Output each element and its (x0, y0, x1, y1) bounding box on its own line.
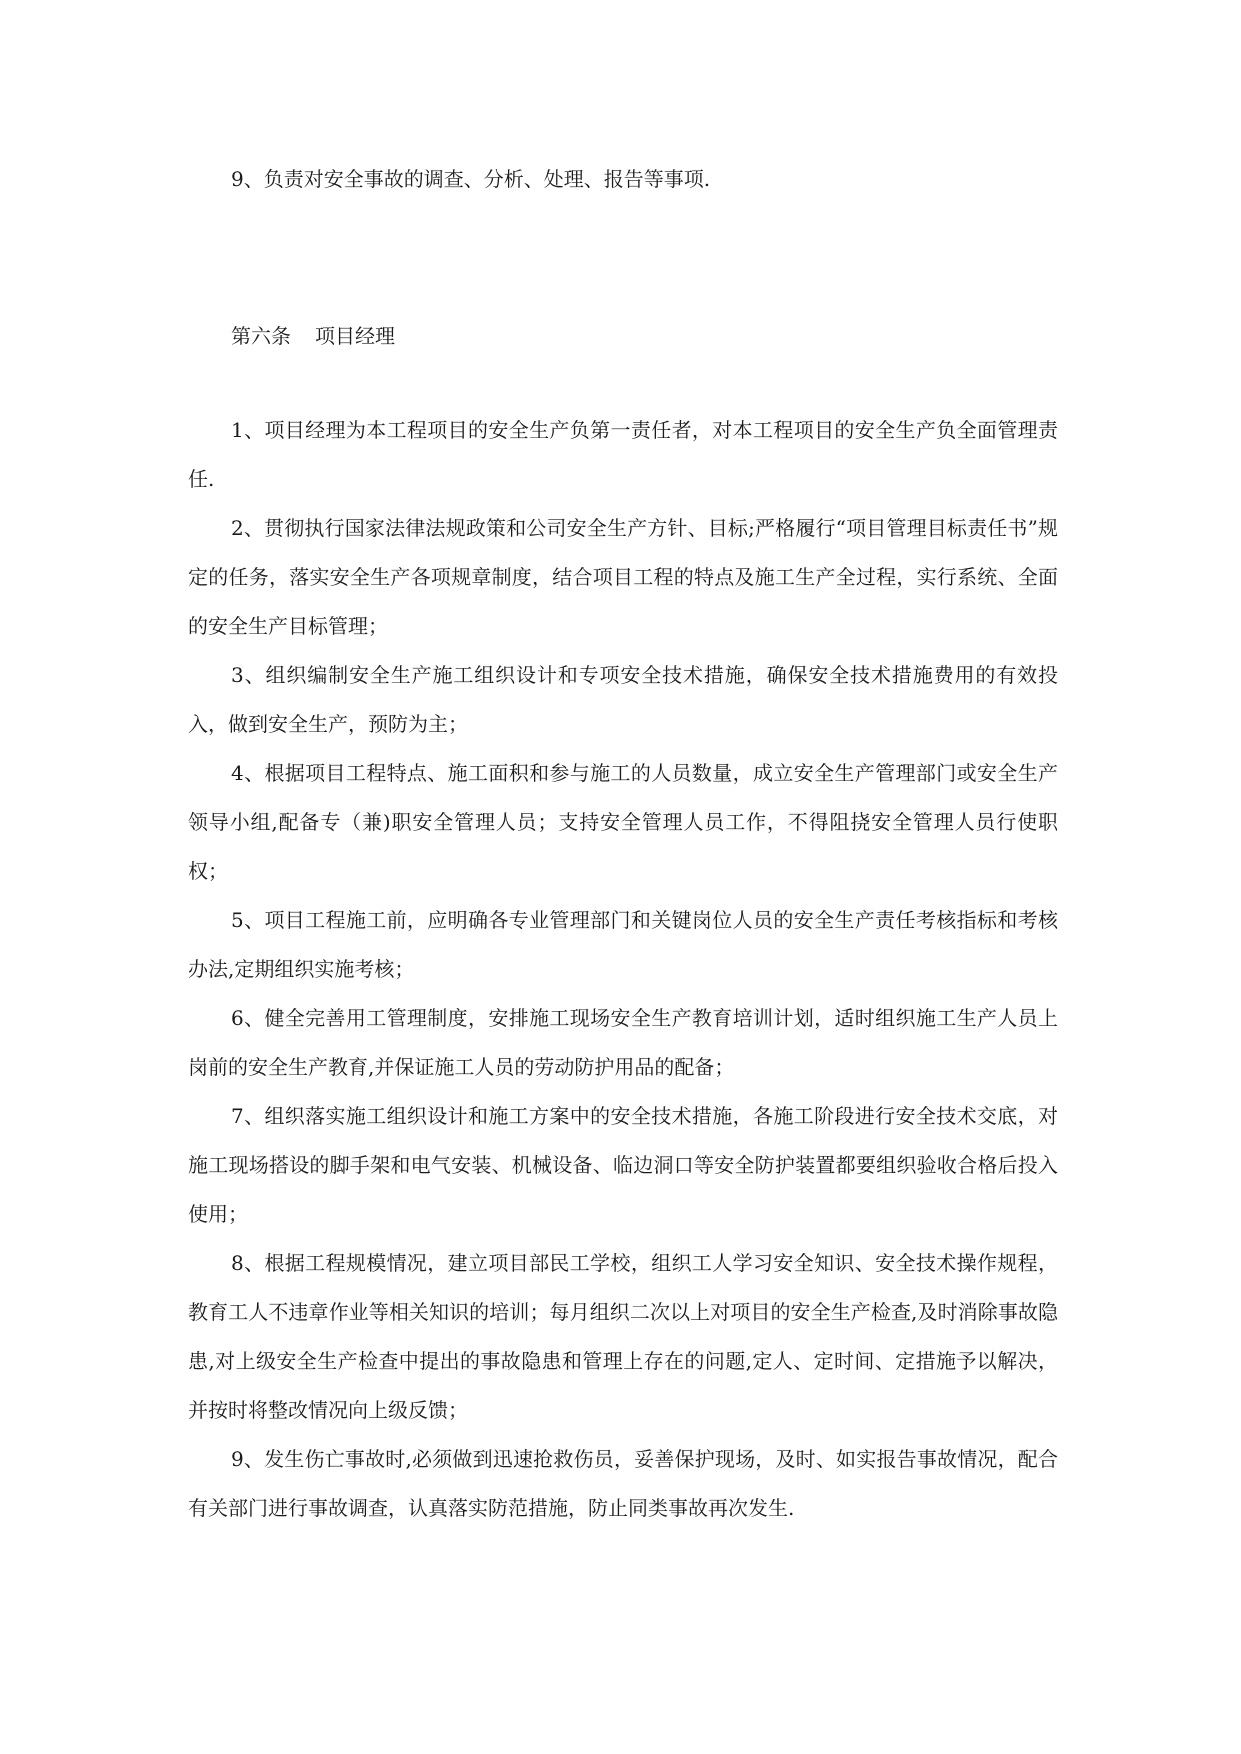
list-item: 7、组织落实施工组织设计和施工方案中的安全技术措施，各施工阶段进行安全技术交底，对施工现场搭设的脚手架和电气安装、机械设备、临边洞口等安全防护装置都要组织验收合格后投入使用； (188, 1104, 1058, 1226)
heading-spacer (188, 361, 1058, 406)
list-item: 5、项目工程施工前，应明确各专业管理部门和关键岗位人员的安全生产责任考核指标和考核办法,定期组织实施考核； (188, 908, 1058, 981)
list-item: 6、健全完善用工管理制度，安排施工现场安全生产教育培训计划，适时组织施工生产人员上岗前的安全生产教育,并保证施工人员的劳动防护用品的配备； (188, 1006, 1058, 1079)
section-spacer (188, 204, 1058, 312)
list-item: 4、根据项目工程特点、施工面积和参与施工的人员数量，成立安全生产管理部门或安全生产领导小组,配备专（兼)职安全管理人员；支持安全管理人员工作，不得阻挠安全管理人员行使职权； (188, 761, 1058, 883)
section-heading (188, 312, 1058, 361)
document-body (188, 155, 1058, 1533)
article-number: 第六条 (231, 324, 291, 348)
list-item: 8、根据工程规模情况，建立项目部民工学校，组织工人学习安全知识、安全技术操作规程，教育工人不违章作业等相关知识的培训；每月组织二次以上对项目的安全生产检查,及时消除事故隐患,对上级安全生产检查中提出的事故隐患和管理上存在的问题,定人、定时间、定措施予以解决，并按时将整改情况向上级反馈； (188, 1251, 1058, 1422)
lead-item: 9、负责对安全事故的调查、分析、处理、报告等事项. (231, 167, 711, 191)
list-item: 2、贯彻执行国家法律法规政策和公司安全生产方针、目标;严格履行“项目管理目标责任书”规定的任务，落实安全生产各项规章制度，结合项目工程的特点及施工生产全过程，实行系统、全面的安全生产目标管理； (188, 516, 1058, 638)
list-item: 9、发生伤亡事故时,必须做到迅速抢救伤员，妥善保护现场，及时、如实报告事故情况，配合有关部门进行事故调查，认真落实防范措施，防止同类事故再次发生. (188, 1447, 1058, 1520)
list-item: 1、项目经理为本工程项目的安全生产负第一责任者，对本工程项目的安全生产负全面管理责任. (188, 418, 1058, 491)
list-item: 3、组织编制安全生产施工组织设计和专项安全技术措施，确保安全技术措施费用的有效投入，做到安全生产，预防为主； (188, 663, 1058, 736)
section-title: 项目经理 (315, 324, 395, 348)
